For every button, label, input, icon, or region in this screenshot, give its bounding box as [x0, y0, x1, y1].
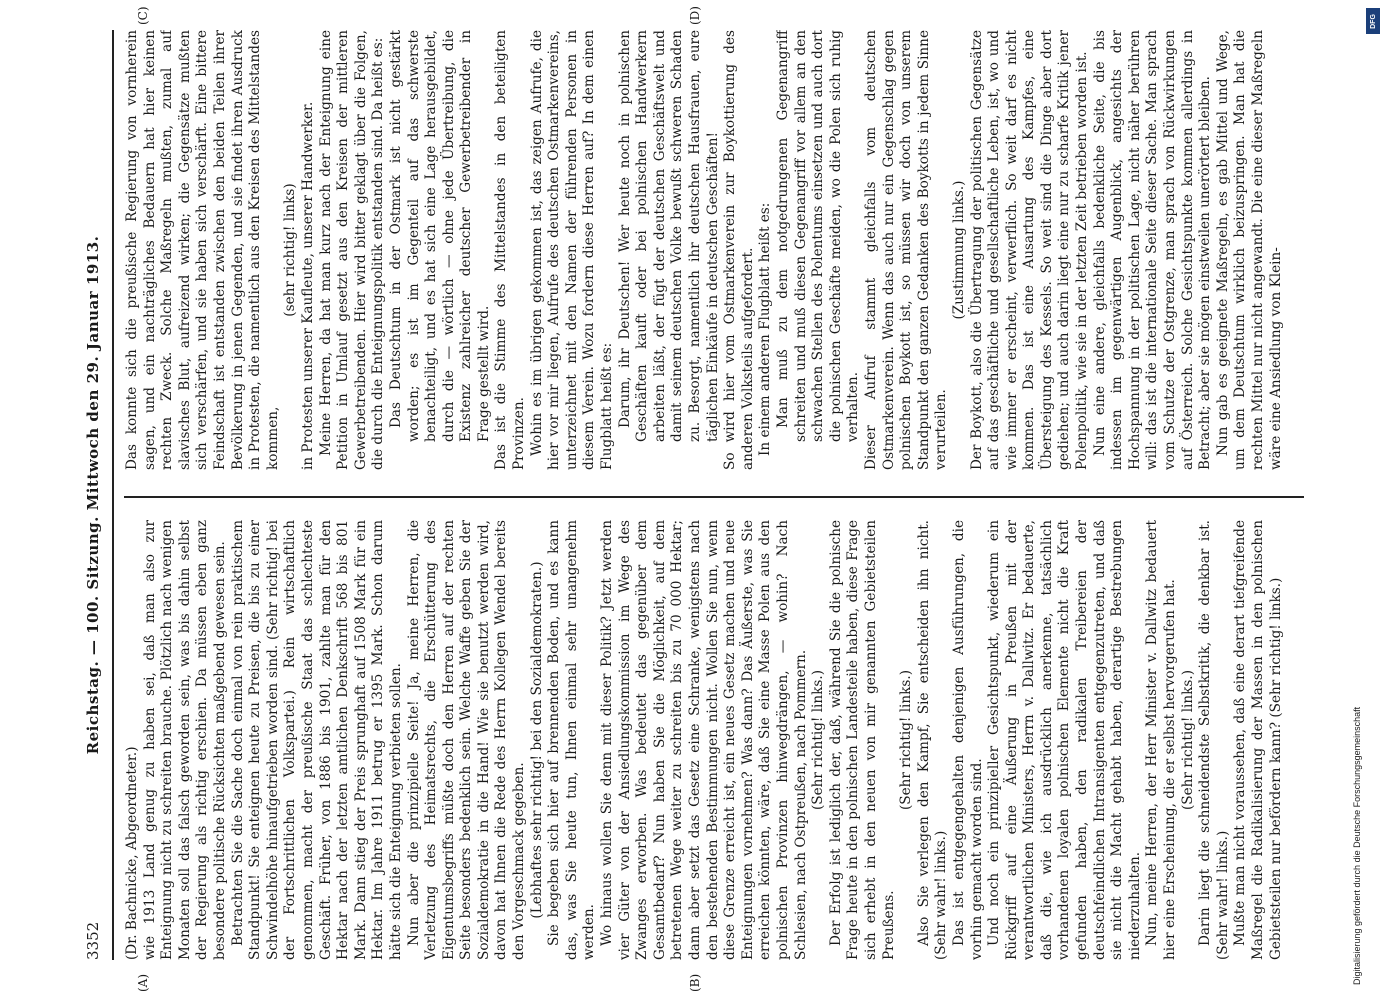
- speaker-line: (Dr. Bachnicke, Abgeordneter.): [124, 746, 140, 960]
- paragraph: Das konnte sich die preußische Regierung von vornherein sagen, und ein nachträgliches Bedauern hat hier keinen rechten Zweck. Solche Maßregeln mußten, zumal auf slavisches Blut, aufreizend wirken; die Gegensätze mußten sich verschärfen, und sie haben sich verschärft. Eine bittere Feindschaft ist entstanden zwischen den beiden Teilen ihrer Bevölkerung in jenen Gegenden, und sie findet ihren Ausdruck in Protesten, die namentlich aus den Kreisen des Mittelstandes kommen,: [124, 30, 281, 470]
- paragraph: Der Erfolg ist lediglich der, daß, während Sie die polnische Frage heute in den polnischen Landesteile haben, diese Frage sich erhebt in den neuen von mir genannten Gebietsteilen Preußens.: [827, 520, 897, 960]
- paragraph: Meine Herren, da hat man kurz nach der Enteignung eine Petition in Umlauf gesetzt aus den Kreisen der mittleren Gewerbetreibenden. Hier wird bitter geklagt über die Folgen, die durch die Enteignungspolitik entstanden sind. Da heißt es:: [317, 30, 387, 470]
- right-column: [124, 30, 1304, 470]
- digitization-credit: Digitalisierung gefördert durch die Deutsche Forschungsgemeinschaft: [1352, 706, 1362, 985]
- quotation: Man muß zu dem notgedrungenen Gegenangriff schreiten und muß diesen Gegenangriff vor allem an den schwachen Stellen des Polentums einsetzen und auch dort die polnischen Geschäfte meiden, wo die Polen sich ruhig verhalten.: [774, 30, 862, 442]
- interjection: (Lebhaftes sehr richtig! bei den Sozialdemokraten.): [528, 561, 545, 919]
- paragraph: Das ist entgegengehalten denjenigen Ausführungen, die vorhin gemacht worden sind.: [950, 520, 985, 960]
- interjection: (sehr richtig! links): [282, 183, 299, 317]
- paragraph: Betrachten Sie die Sache doch einmal von rein praktischem Standpunkt! Sie enteignen heute zu Preisen, die bis zu einer Schwindelhöhe hinaufgetrieben worden sind. (Sehr richtig! bei der Fortschrittlichen Volkspartei.) Rein wirtschaftlich genommen, macht der preußische Staat das schlechteste Geschäft. Früher, von 1886 bis 1901, zahlte man für den Hektar nach der letzten amtlichen Denkschrift 568 bis 801 Mark. Dann stieg der Preis sprunghaft auf 1508 Mark für ein Hektar. Im Jahre 1911 betrug er 1395 Mark. Schon darum hätte sich die Enteignung verbieten sollen.: [229, 520, 404, 960]
- paragraph: Nun aber die prinzipielle Seite! Ja, meine Herren, die Verletzung des Heimatsrechts, die Erschütterung des Eigentumsbegriffs müßte doch den Herren auf der rechten Seite besonders bedenklich sein. Welche Waffe geben Sie der Sozialdemokratie in die Hand! Wie sie benutzt werden wird, davon hat Ihnen die Rede des Herrn Kollegen Wendel bereits den Vorgeschmack gegeben.: [405, 520, 528, 960]
- paragraph: Der Boykott, also die Übertragung der politischen Gegensätze auf das geschäftliche und gesellschaftliche Leben, ist, wo und wie immer er erscheint, verwerflich. So weit darf es nicht kommen. Das ist eine Ausartung des Kampfes, eine Übersteigung des Kessels. So weit sind die Dinge aber dort gediehen; und auch darin liegt eine nur zu scharfe Kritik jener Polenpolitik, wie sie in der letzten Zeit betrieben worden ist.: [968, 30, 1091, 470]
- paragraph: Und noch ein prinzipieller Gesichtspunkt, wiederum ein Rückgriff auf eine Äußerung in Preußen mit der verantwortlichen Ministers, Herrn v. Dallwitz. Er bedauerte, daß die, wie ich ausdrücklich anerkenne, tatsächlich vorhandenen loyalen polnischen Elemente nicht die Kraft gefunden haben, den radikalen Treibereien der deutschfeindlichen Intransigenten entgegenzutreten, und daß sie nicht die Macht gehabt haben, derartige Bestrebungen niederzuhalten.: [986, 520, 1143, 960]
- page-number: 3352: [84, 921, 102, 960]
- paragraph: In einem anderen Flugblatt heißt es:: [757, 202, 774, 456]
- rotated-page-sheet: [40, 0, 1340, 1000]
- paragraph: Wo hinaus wollen Sie denn mit dieser Politik? Jetzt werden vier Güter von der Ansiedlungskommission im Wege des Zwanges erworben. Was bedeutet das gegenüber dem Gesamtbedarf? Nun haben Sie die Möglichkeit, auf dem betretenen Wege weiter zu schreiten bis zu 70 000 Hektar; dann aber setzt das Gesetz eine Schranke, wenigstens nach den bestehenden Bestimmungen nicht. Wollen Sie nun, wenn diese Grenze erreicht ist, ein neues Gesetz machen und neue Enteignungen vornehmen? Was dann? Das Äußerste, was Sie erreichen könnten, wäre, daß Sie eine Masse Polen aus den polnischen Provinzen hinwegdrängen, — wohin? Nach Schlesien, nach Ostpreußen, nach Pommern.: [599, 520, 809, 960]
- paragraph: Nun, meine Herren, der Herr Minister v. Dallwitz bedauert hier eine Erscheinung, die er selbst hervorgerufen hat.: [1144, 520, 1179, 960]
- dfg-logo: DFG: [1366, 8, 1380, 34]
- paragraph: Mußte man nicht voraussehen, daß eine derart tiefgreifende Maßregel die Radikalisierung der Massen in den polnischen Gebietsteilen nur befördern kann? (Sehr richtig! links.): [1232, 520, 1284, 960]
- paragraph: Nun eine andere, gleichfalls bedenkliche Seite, die bis indessen im gegenwärtigen Augenblick, angesichts der Hochspannung in der politischen Lage, nicht näher berühren will: das ist die internationale Seite dieser Sache. Man sprach vom Schutze der Ostgrenze, man sprach von Rückwirkungen auf Österreich. Solche Gesichtspunkte kommen allerdings in Betracht; aber sie mögen einstweilen unerörtert bleiben.: [1091, 30, 1214, 470]
- paragraph: Dieser Aufruf stammt gleichfalls vom deutschen Ostmarkenverein. Wenn das auch nur ein Gegenschlag gegen polnischen Boykott ist, so müssen wir doch von unserem Standpunkt den ganzen Gedanken des Boykotts in jedem Sinne verurteilen.: [862, 30, 950, 470]
- paragraph: Sie begeben sich hier auf brennenden Boden, und es kann das, was Sie heute tun, Ihnen einmal sehr unangenehm werden.: [546, 520, 598, 960]
- paragraph: Nun gab es geeignete Maßregeln, es gab Mittel und Wege, um dem Deutschtum wirklich beizuspringen. Man hat die rechten Mittel nur nicht angewandt. Die eine dieser Maßregeln wäre eine Ansiedlung von Klein-: [1214, 30, 1284, 470]
- interjection: (Sehr richtig! links.): [810, 669, 827, 811]
- margin-marker-c: (C): [136, 6, 150, 25]
- left-column: [124, 520, 1304, 960]
- header-rule: [112, 30, 114, 960]
- interjection: (Sehr richtig! links.): [1179, 669, 1196, 811]
- paragraph: So wird hier vom Ostmarkenverein zur Boykottierung des anderen Volksteils aufgefordert.: [722, 30, 756, 470]
- column-rule: [124, 496, 1304, 498]
- interjection: (Zustimmung links.): [950, 180, 967, 320]
- paragraph: Das ist die Stimme des Mittelstandes in den beteiligten Provinzen.: [493, 30, 528, 470]
- paragraph: Also Sie verlegen den Kampf, Sie entscheiden ihn nicht. (Sehr wahr! links.): [915, 520, 950, 960]
- running-title: Reichstag. — 100. Sitzung. Mittwoch den 29. Januar 1913.: [84, 235, 102, 755]
- margin-marker-d: (D): [688, 6, 702, 25]
- paragraph: Darin liegt die schneidendste Selbstkritik, die denkbar ist. (Sehr wahr! links.): [1197, 520, 1231, 960]
- interjection: (Sehr richtig! links.): [898, 669, 915, 811]
- paragraph: wie 1913 Land genug zu haben sei, daß man also zur Enteignung nicht zu schreiten brauche. Plötzlich nach wenigen Monaten soll das falsch geworden sein, was bis dahin selbst der Regierung als richtig erschien. Da müssen eben ganz besondere politische Rücksichten maßgebend gewesen sein.: [141, 520, 228, 960]
- page-header: [84, 30, 114, 960]
- margin-marker-a: (A): [136, 973, 150, 992]
- margin-marker-b: (B): [688, 973, 702, 992]
- quotation: Das Deutschtum in der Ostmark ist nicht gestärkt worden; es ist im Gegenteil auf das schwerste benachteiligt, und es hat sich eine Lage herausgebildet, durch die — wörtlich — ohne jede Übertreibung, die Existenz zahlreicher deutscher Gewerbetreibender in Frage gestellt wird.: [387, 30, 492, 442]
- paragraph: in Protesten unserer Kaufleute, unserer Handwerker.: [299, 101, 316, 470]
- quotation: Darum, ihr Deutschen! Wer heute noch in polnischen Geschäften kauft oder bei polnischen Handwerkern arbeiten läßt, der fügt der deutschen Geschäftswelt und damit seinem deutschen Volke bewußt schweren Schaden zu. Besorgt, namentlich ihr deutschen Hausfrauen, eure täglichen Einkäufe in deutschen Geschäften!: [616, 30, 721, 442]
- paragraph: Wohin es im übrigen gekommen ist, das zeigen Aufrufe, die hier vor mir liegen, Aufrufe des deutschen Ostmarkenvereins, unterzeichnet mit den Namen der führenden Personen in diesem Verein. Wozu fordern diese Herren auf? In dem einen Flugblatt heißt es:: [528, 30, 616, 470]
